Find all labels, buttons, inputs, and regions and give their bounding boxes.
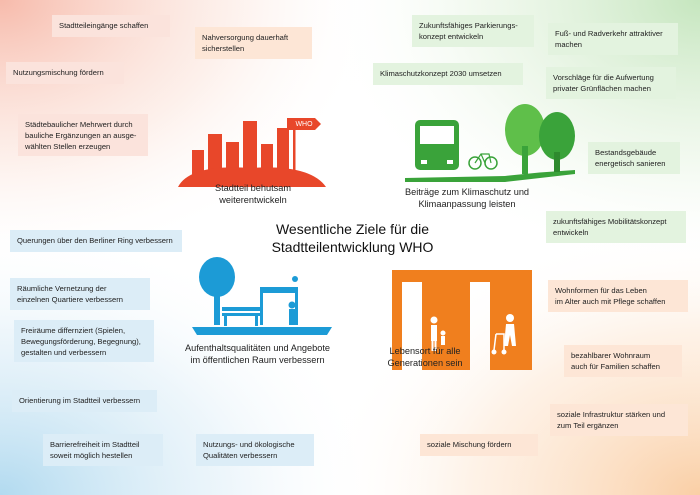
note-soziale-mischung: soziale Mischung fördern — [420, 434, 538, 456]
note-bestandsgebaeude: Bestandsgebäude energetisch sanieren — [588, 142, 680, 174]
note-barrierefreiheit: Barrierefreiheit im Stadtteil soweit möglich hestellen — [43, 434, 163, 466]
note-parkierung: Zukunftsfähiges Parkierungs- konzept entwickeln — [412, 15, 534, 47]
note-mehrwert: Städtebaulicher Mehrwert durch bauliche Ergänzungen an ausge- wählten Stellen erzeugen — [18, 114, 148, 156]
note-wohnformen: Wohnformen für das Leben im Alter auch mit Pflege schaffen — [548, 280, 688, 312]
note-fuss-rad: Fuß- und Radverkehr attraktiver machen — [548, 23, 678, 55]
note-freiraeume: Freiräume differnziert (Spielen, Bewegungsförderung, Begegnung), gestalten und verbessern — [14, 320, 154, 362]
note-querungen: Querungen über den Berliner Ring verbessern — [10, 230, 182, 252]
note-gruenflaechen: Vorschläge für die Aufwertung privater Grünflächen machen — [546, 67, 676, 99]
caption-stadtteil: Stadtteil behutsam weiterentwickeln — [214, 183, 292, 205]
note-nahversorgung: Nahversorgung dauerhaft sicherstellen — [195, 27, 312, 59]
caption-leben: Lebensort für alle Generationen sein — [387, 346, 463, 368]
caption-klima: Beiträge zum Klimaschutz und Klimaanpassung leisten — [404, 187, 530, 209]
note-vernetzung: Räumliche Vernetzung der einzelnen Quartiere verbessern — [10, 278, 150, 310]
note-orientierung: Orientierung im Stadtteil verbessern — [12, 390, 157, 412]
main-title: Wesentliche Ziele für die Stadtteilentwicklung WHO — [271, 221, 434, 255]
bus-bike-trees-icon — [405, 100, 580, 185]
note-infrastruktur: soziale Infrastruktur stärken und zum Teil ergänzen — [550, 404, 688, 436]
note-nutzungsqualitaeten: Nutzungs- und ökologische Qualitäten verbessern — [196, 434, 314, 466]
park-bench-icon — [182, 255, 342, 335]
note-mobilitaet: zukunftsfähiges Mobilitätskonzept entwickeln — [546, 211, 686, 243]
note-klimaschutzkonzept: Klimaschutzkonzept 2030 umsetzen — [373, 63, 523, 85]
note-nutzungsmischung: Nutzungsmischung fördern — [6, 62, 124, 84]
note-stadtteileingaenge: Stadtteileingänge schaffen — [52, 15, 170, 37]
caption-raum: Aufenthaltsqualitäten und Angebote im öffentlichen Raum verbessern — [184, 343, 331, 365]
note-wohnraum: bezahlbarer Wohnraum auch für Familien schaffen — [564, 345, 682, 377]
who-sign-label: WHO — [295, 121, 313, 128]
